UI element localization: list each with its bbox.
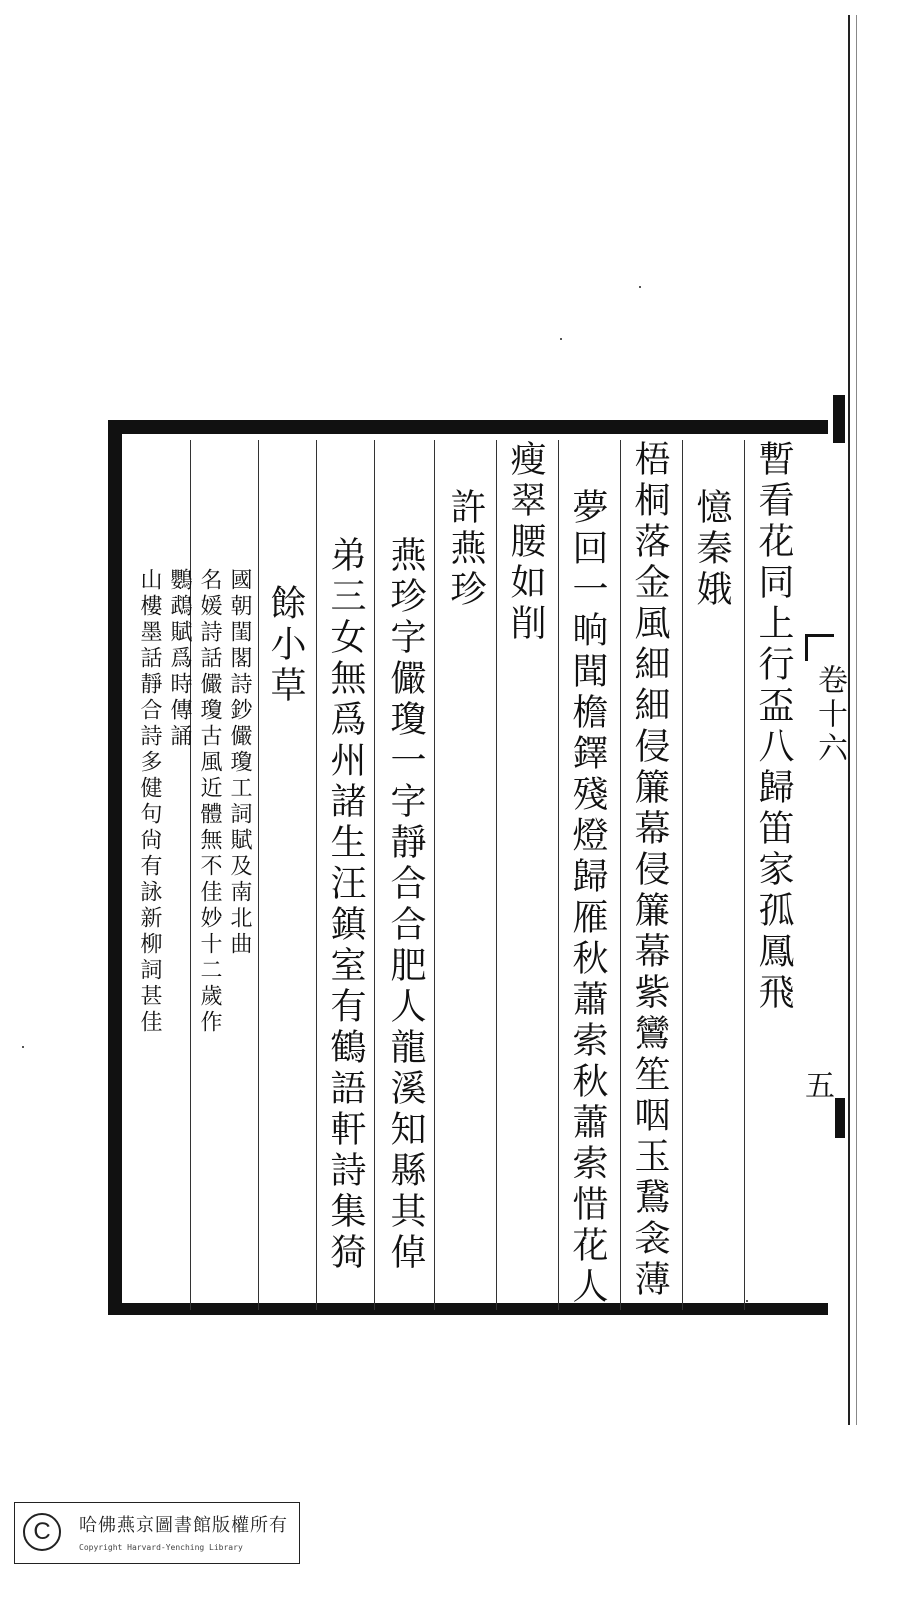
column-rule (496, 440, 497, 1310)
scan-speck (560, 338, 562, 340)
text-column-7: 燕珍字儼瓊一字靜合合肥人龍溪知縣其倬 (385, 536, 426, 1274)
banxin-column (795, 436, 847, 1126)
column-rule (682, 440, 683, 1310)
column-rule (434, 440, 435, 1310)
note-column-4: 山樓墨話靜合詩多健句尙有詠新柳詞甚佳 (137, 568, 162, 1036)
text-column-2: 憶秦娥 (691, 488, 732, 611)
copyright-english: Copyright Harvard-Yenching Library (79, 1543, 243, 1552)
note-column-2: 名媛詩話儼瓊古風近體無不佳妙十二歲作 (197, 568, 222, 1036)
text-column-4: 夢回一晌聞檐鐸殘燈歸雁秋蕭索秋蕭索惜花人 (567, 488, 608, 1308)
column-rule (258, 440, 259, 1310)
copyright-icon: C (23, 1513, 61, 1551)
note-column-1: 國朝閨閣詩鈔儼瓊工詞賦及南北曲 (227, 568, 252, 958)
text-column-9: 餘小草 (265, 584, 306, 707)
volume-label: 卷十六 (812, 664, 847, 766)
column-rule (374, 440, 375, 1310)
column-rule (558, 440, 559, 1310)
page-margin-line-secondary (856, 15, 857, 1425)
copyright-box (14, 1502, 300, 1564)
text-column-5: 瘦翠腰如削 (505, 440, 546, 645)
frame-edge-bottom (835, 1098, 845, 1138)
text-column-6: 許燕珍 (445, 488, 486, 611)
text-column-1: 暫看花同上行盃八歸笛家孤鳳飛 (753, 440, 794, 1014)
scan-speck (746, 1300, 748, 1302)
fish-tail-mark (805, 634, 834, 661)
column-rule (316, 440, 317, 1310)
frame-edge-top (833, 395, 845, 443)
text-column-8: 弟三女無爲州諸生汪鎮室有鶴語軒詩集猗 (325, 536, 366, 1274)
copyright-chinese: 哈佛燕京圖書館版權所有 (79, 1515, 288, 1536)
page-number: 五 (805, 1069, 835, 1104)
scan-speck (22, 1046, 24, 1048)
note-column-3: 鸚鵡賦爲時傳誦 (167, 568, 192, 750)
text-column-3: 梧桐落金風細細侵簾幕侵簾幕紫鸞笙咽玉鵞衾薄 (629, 440, 670, 1301)
column-rule (620, 440, 621, 1310)
column-rule (744, 440, 745, 1310)
scan-speck (639, 286, 641, 288)
